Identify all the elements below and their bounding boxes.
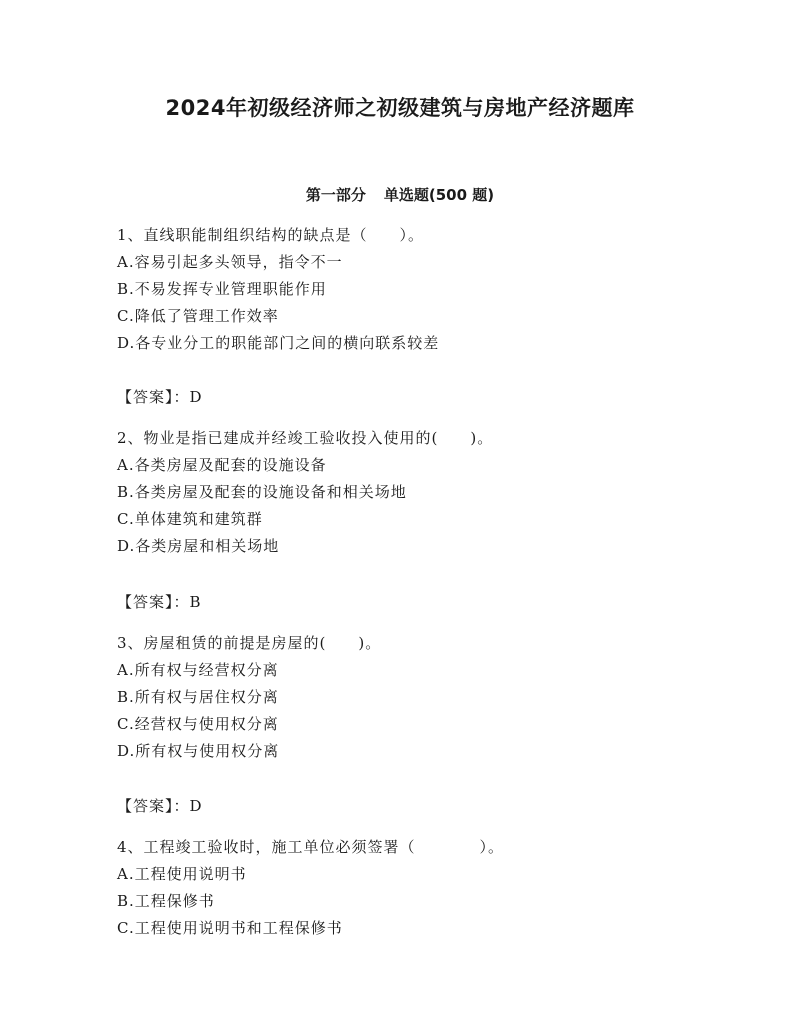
option-c: C.工程使用说明书和工程保修书 [117,919,343,937]
question-stem: 1、直线职能制组织结构的缺点是（ ）。 [117,226,425,244]
section-type: 单选题(500 题) [383,186,495,204]
answer-1: 【答案】：D [117,388,203,406]
option-b: B.各类房屋及配套的设施设备和相关场地 [117,483,407,501]
option-b: B.不易发挥专业管理职能作用 [117,280,327,298]
question-stem: 3、房屋租赁的前提是房屋的( )。 [117,634,382,652]
option-d: D.各类房屋和相关场地 [117,537,280,555]
option-c: C.单体建筑和建筑群 [117,510,263,528]
section-title [0,184,800,205]
option-a: A.所有权与经营权分离 [117,661,279,679]
option-c: C.经营权与使用权分离 [117,715,279,733]
question-3 [117,630,757,765]
option-c: C.降低了管理工作效率 [117,307,279,325]
option-a: A.各类房屋及配套的设施设备 [117,456,327,474]
answer-2: 【答案】：B [117,593,202,611]
document-title: 2024年初级经济师之初级建筑与房地产经济题库 [165,96,635,120]
question-stem: 4、工程竣工验收时，施工单位必须签署（ ）。 [117,838,505,856]
option-d: D.所有权与使用权分离 [117,742,280,760]
question-4 [117,834,757,942]
answer-3: 【答案】：D [117,797,203,815]
option-b: B.工程保修书 [117,892,215,910]
option-a: A.容易引起多头领导，指令不一 [117,253,343,271]
option-d: D.各专业分工的职能部门之间的横向联系较差 [117,334,440,352]
section-part: 第一部分 [305,186,366,204]
question-stem: 2、物业是指已建成并经竣工验收投入使用的( )。 [117,429,494,447]
question-1 [117,222,757,357]
question-2 [117,425,757,560]
option-b: B.所有权与居住权分离 [117,688,279,706]
option-a: A.工程使用说明书 [117,865,247,883]
